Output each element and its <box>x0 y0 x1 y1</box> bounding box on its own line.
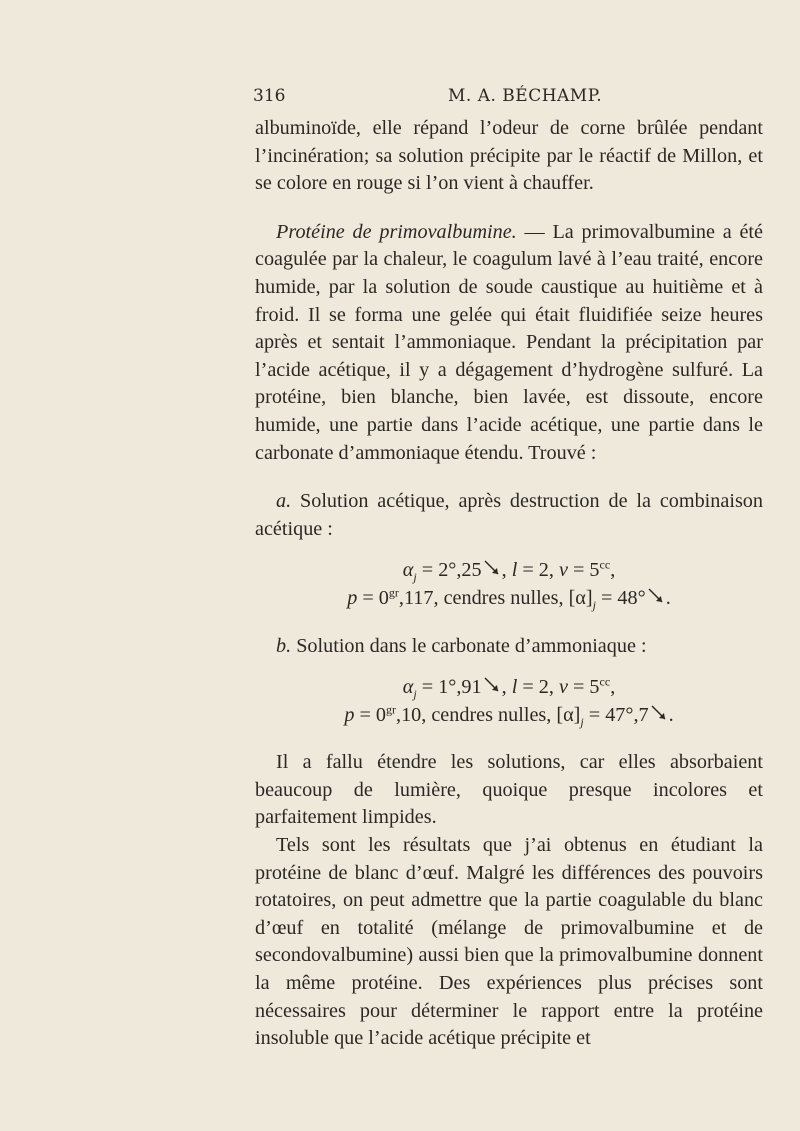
formula-period: . <box>668 703 674 726</box>
weight-value: = 0 <box>357 586 389 609</box>
left-rotation-arrow-icon <box>649 703 669 723</box>
formula-comma: , <box>501 676 507 699</box>
volume-symbol: v <box>558 676 568 699</box>
item-b-text: Solution dans le carbonate d’ammoniaque : <box>291 634 647 657</box>
rotatory-power-value: = 47°,7 <box>583 703 649 726</box>
weight-unit: gr <box>386 701 397 716</box>
item-b-label: b. <box>276 634 292 657</box>
alpha-value: = 2°,25 <box>416 559 482 582</box>
formula-b-line2 <box>255 702 763 730</box>
alpha-symbol: α <box>402 559 414 582</box>
item-a <box>255 488 763 543</box>
weight-unit: gr <box>388 585 399 600</box>
length-value: = 2, <box>517 676 559 699</box>
weight-value: = 0 <box>354 703 387 726</box>
section-heading: Protéine de primovalbumine. <box>276 220 517 243</box>
formula-period: . <box>665 586 671 609</box>
weight-rest: ,10, cendres nulles, [α] <box>396 703 581 726</box>
item-a-text: Solution acétique, après destruction de la combinaison acétique : <box>255 490 763 540</box>
weight-rest: ,117, cendres nulles, [α] <box>398 586 593 609</box>
weight-symbol: p <box>347 586 358 609</box>
paragraph-dilution: Il a fallu étendre les solutions, car elles absorbaient beaucoup de lumière, quoique presque incolores et parfaitement limpides. <box>255 751 763 829</box>
length-value: = 2, <box>517 559 559 582</box>
length-symbol: l <box>511 676 518 699</box>
formula-comma: , <box>610 676 616 699</box>
item-a-label: a. <box>276 490 292 513</box>
weight-symbol: p <box>344 703 355 726</box>
paragraph-text: — La primovalbumine a été coagulée par la chaleur, le coagulum lavé à l’eau traité, encore humide, par la solution de soude caustique au huitième et à froid. Il se forma une gelée qui était fluidifiée seize heures après et sentait l’ammoniaque. Pendant la précipitation par l’acide acétique, il y a dégagement d’hydrogène sulfuré. La protéine, bien blanche, bien lavée, est dissoute, encore humide, une partie dans l’acide acétique, une partie dans le carbonate d’ammoniaque étendu. Trouvé : <box>255 220 764 464</box>
paragraph-conclusion: Tels sont les résultats que j’ai obtenus en étudiant la protéine de blanc d’œuf. Malgré les différences des pouvoirs rotatoires, on peut admettre que la partie coagulable du blanc d’œuf en totalité (mélange de primovalbumine et de secondovalbumine) aussi bien que la primovalbumine donnent la même protéine. Des expériences plus précises sont nécessaires pour déterminer le rapport entre la protéine insoluble que l’acide acétique précipite et <box>255 834 763 1050</box>
volume-unit: cc <box>599 674 611 689</box>
volume-symbol: v <box>558 559 568 582</box>
volume-value: = 5 <box>567 559 600 582</box>
alpha-value: = 1°,91 <box>416 676 482 699</box>
page-number: 316 <box>253 86 286 106</box>
formula-a-line1 <box>255 557 763 585</box>
paragraph-primovalbumine-protein <box>255 219 763 467</box>
formula-comma: , <box>610 559 616 582</box>
left-rotation-arrow-icon <box>482 675 502 695</box>
subscript-j: j <box>592 597 596 612</box>
formula-a-line2 <box>255 585 763 613</box>
running-head: M. A. BÉCHAMP. <box>448 86 603 106</box>
subscript-j: j <box>413 570 417 585</box>
formula-b-line1 <box>255 674 763 702</box>
paragraph-continuation: albuminoïde, elle répand l’odeur de corne brûlée pendant l’incinération; sa solution précipite par le réactif de Millon, et se colore en rouge si l’on vient à chauffer. <box>255 117 763 195</box>
left-rotation-arrow-icon <box>482 558 502 578</box>
volume-value: = 5 <box>567 676 600 699</box>
left-rotation-arrow-icon <box>646 586 666 606</box>
subscript-j: j <box>580 714 584 729</box>
rotatory-power-value: = 48° <box>595 586 646 609</box>
formula-comma: , <box>501 559 507 582</box>
volume-unit: cc <box>599 557 611 572</box>
page-header <box>253 86 763 112</box>
item-b <box>255 633 763 661</box>
length-symbol: l <box>511 559 518 582</box>
subscript-j: j <box>413 687 417 702</box>
alpha-symbol: α <box>402 676 414 699</box>
body-text <box>255 115 763 1053</box>
